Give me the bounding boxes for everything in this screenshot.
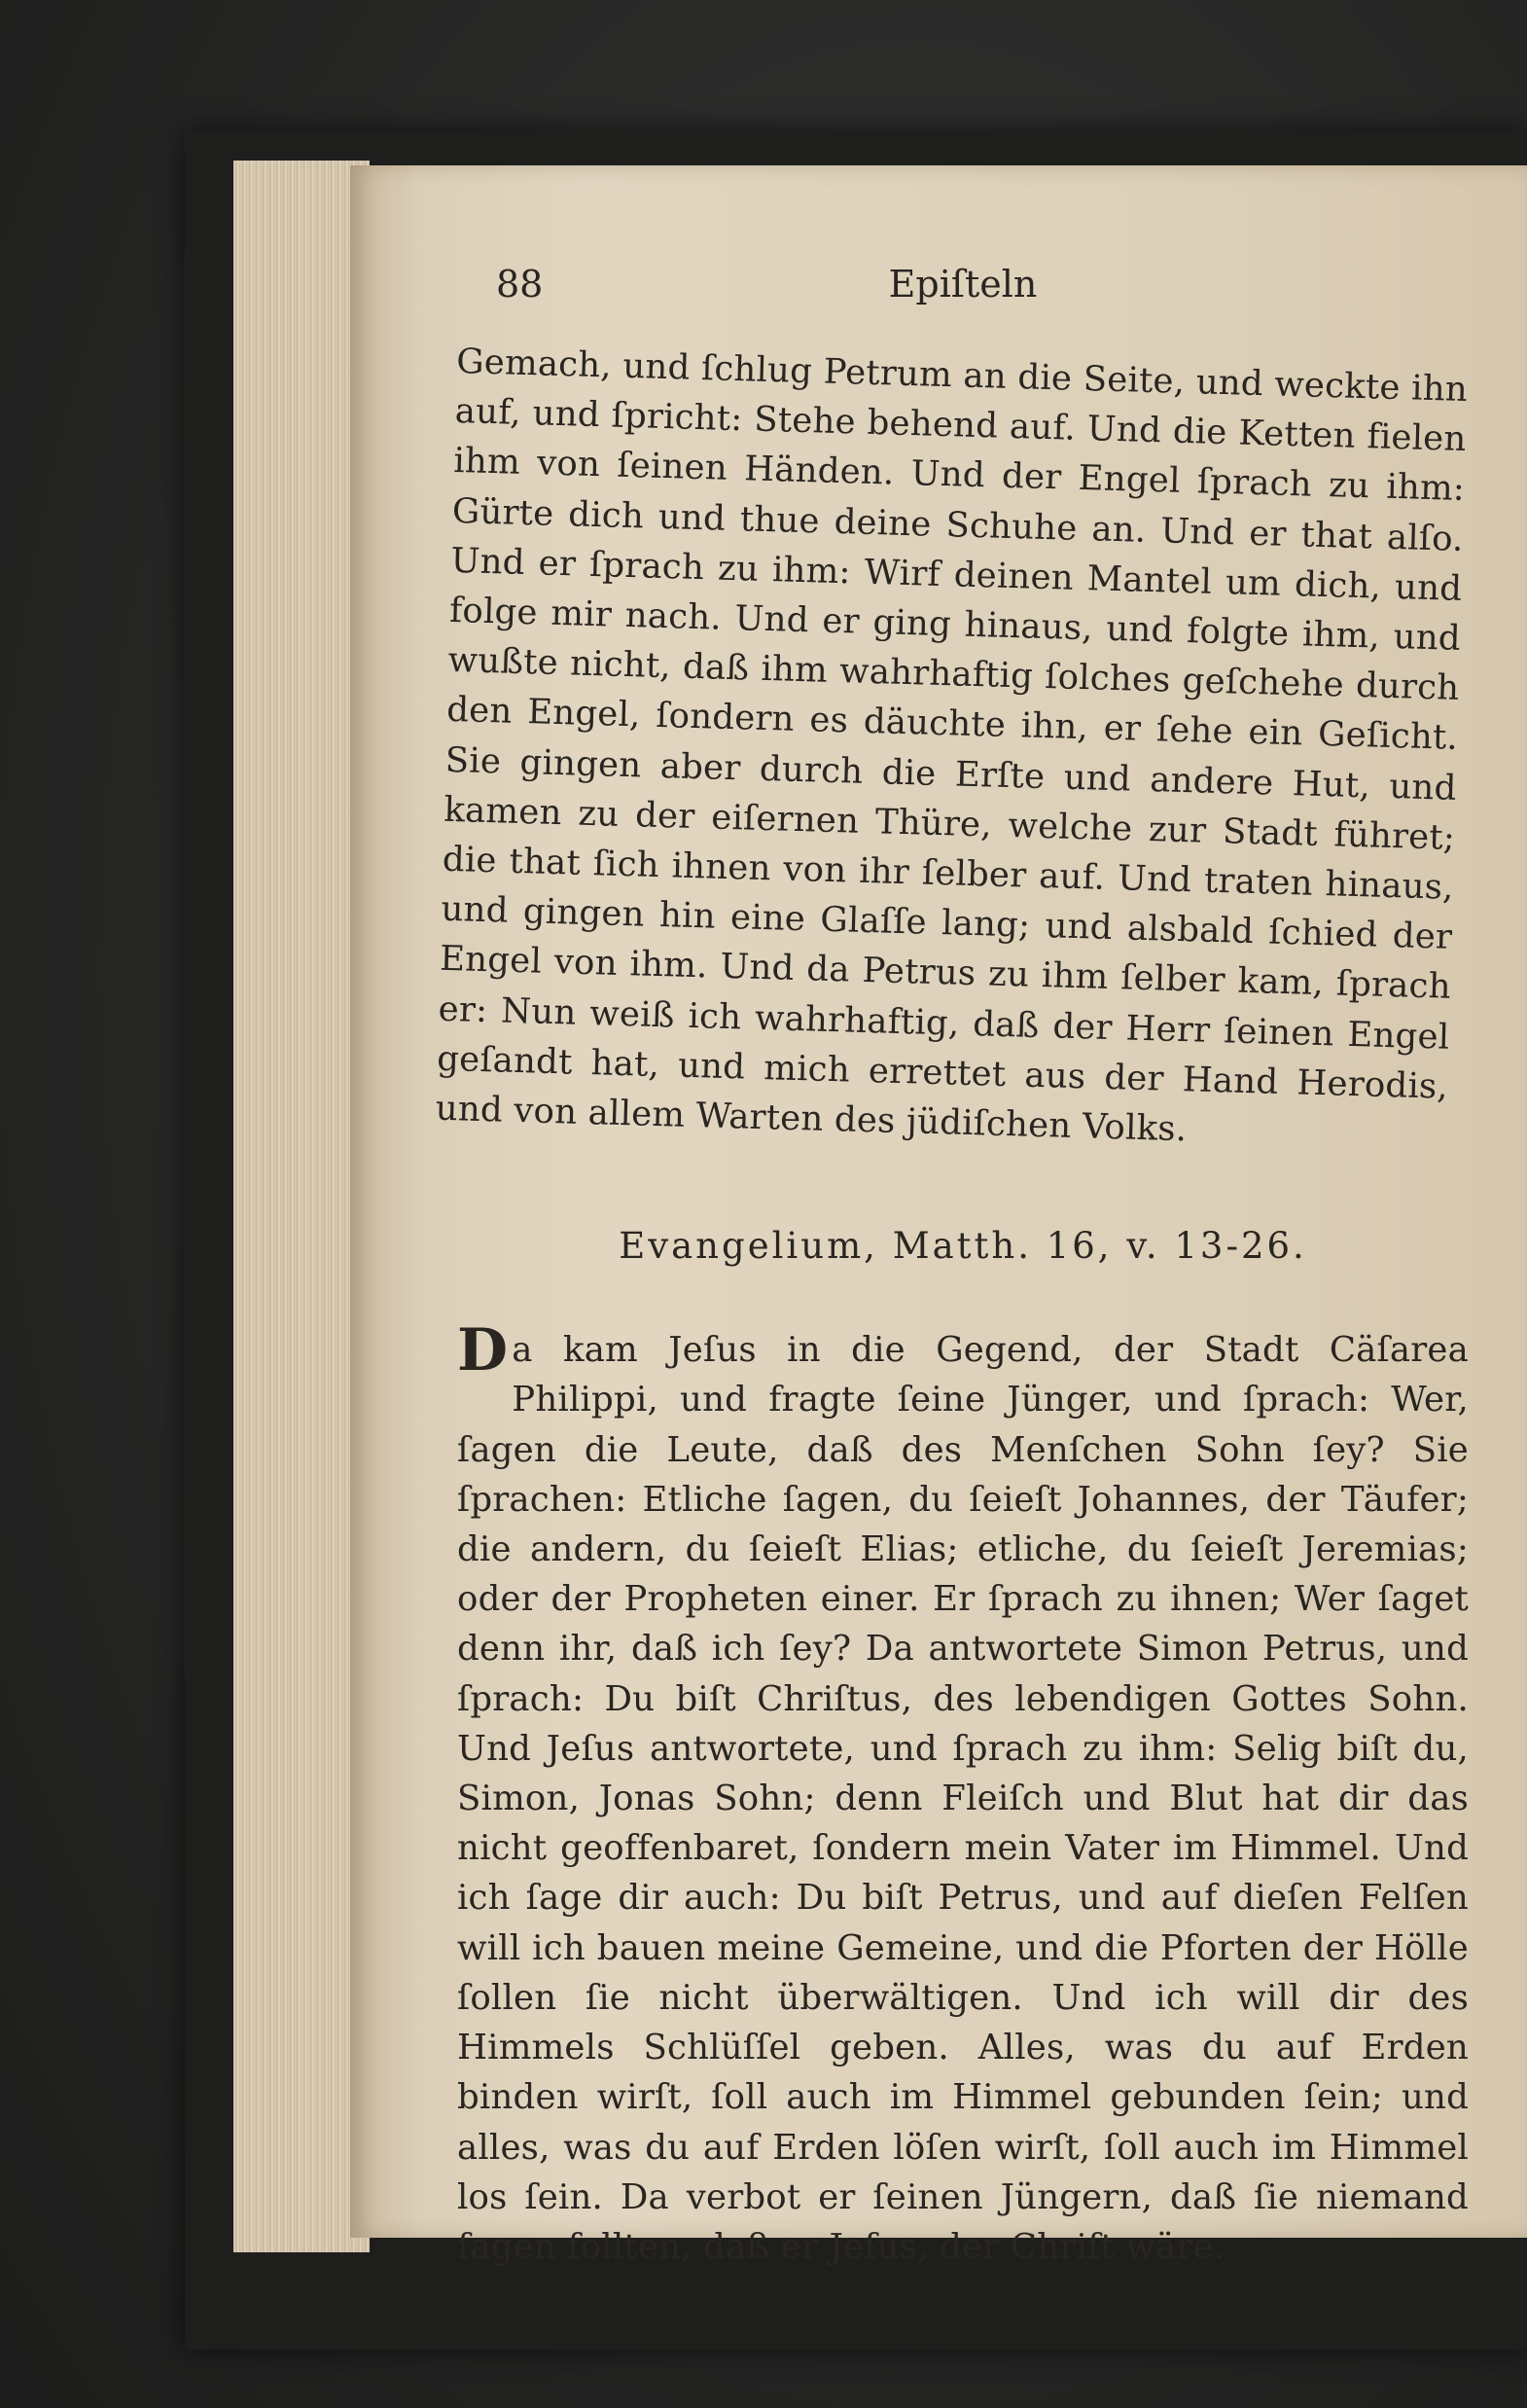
- page-header: [457, 263, 1469, 331]
- gospel-heading: Evangelium, Matth. 16, v. 13‑26.: [619, 1225, 1307, 1268]
- page-content: [435, 263, 1469, 2272]
- running-title: Epiſteln: [888, 263, 1038, 305]
- epistle-text: Gemach, und ſchlug Petrum an die Seite, und weckte ihn auf, und ſpricht: Stehe behend auf. Und die Ketten fielen ihm von ſeinen Händen. Und der Engel ſprach zu ihm: Gürte dich und thue deine Schuhe an. Und er that alſo. Und er ſprach zu ihm: Wirf deinen Mantel um dich, und folge mir nach. Und er ging hinaus, und folgte ihm, und wußte nicht, daß ihm wahrhaftig ſolches geſchehe durch den Engel, ſondern es däuchte ihn, er ſehe ein Geſicht. Sie gingen aber durch die Erſte und andere Hut, und kamen zu der eiſernen Thüre, welche zur Stadt führet; die that ſich ihnen von ihr ſelber auf. Und traten hinaus, und gingen hin eine Glaſſe lang; und alsbald ſchied der Engel von ihm. Und da Petrus zu ihm ſelber kam, ſprach er: Nun weiß ich wahrhaftig, daß der Herr ſeinen Engel geſandt hat, und mich errettet aus der Hand Herodis, und von allem Warten des jüdiſchen Volks.: [435, 341, 1469, 1150]
- drop-cap: D: [457, 1316, 509, 1385]
- gospel-paragraph: [457, 1316, 1469, 2272]
- gospel-text: a kam Jeſus in die Gegend, der Stadt Cäſarea Philippi, und fragte ſeine Jünger, und ſprach: Wer, ſagen die Leute, daß des Menſchen Sohn ſey? Sie ſprachen: Etliche ſagen, du ſeieſt Johannes, der Täufer; die andern, du ſeieſt Elias; etliche, du ſeieſt Jeremias; oder der Propheten einer. Er ſprach zu ihnen; Wer ſaget denn ihr, daß ich ſey? Da antwortete Simon Petrus, und ſprach: Du biſt Chriſtus, des lebendigen Gottes Sohn. Und Jeſus antwortete, und ſprach zu ihm: Selig biſt du, Simon, Jonas Sohn; denn Fleiſch und Blut hat dir das nicht geoffenbaret, ſondern mein Vater im Himmel. Und ich ſage dir auch: Du biſt Petrus, und auf dieſen Felſen will ich bauen meine Gemeine, und die Pforten der Hölle ſollen ſie nicht überwältigen. Und ich will dir des Himmels Schlüſſel geben. Alles, was du auf Erden binden wirſt, ſoll auch im Himmel gebunden ſein; und alles, was du auf Erden löſen wirſt, ſoll auch im Himmel los ſein. Da verbot er ſeinen Jüngern, daß ſie niemand ſagen ſollten, daß er Jeſus, der Chriſt wäre.: [457, 1330, 1469, 2267]
- page-number: 88: [496, 263, 544, 305]
- page-edges: [233, 161, 370, 2252]
